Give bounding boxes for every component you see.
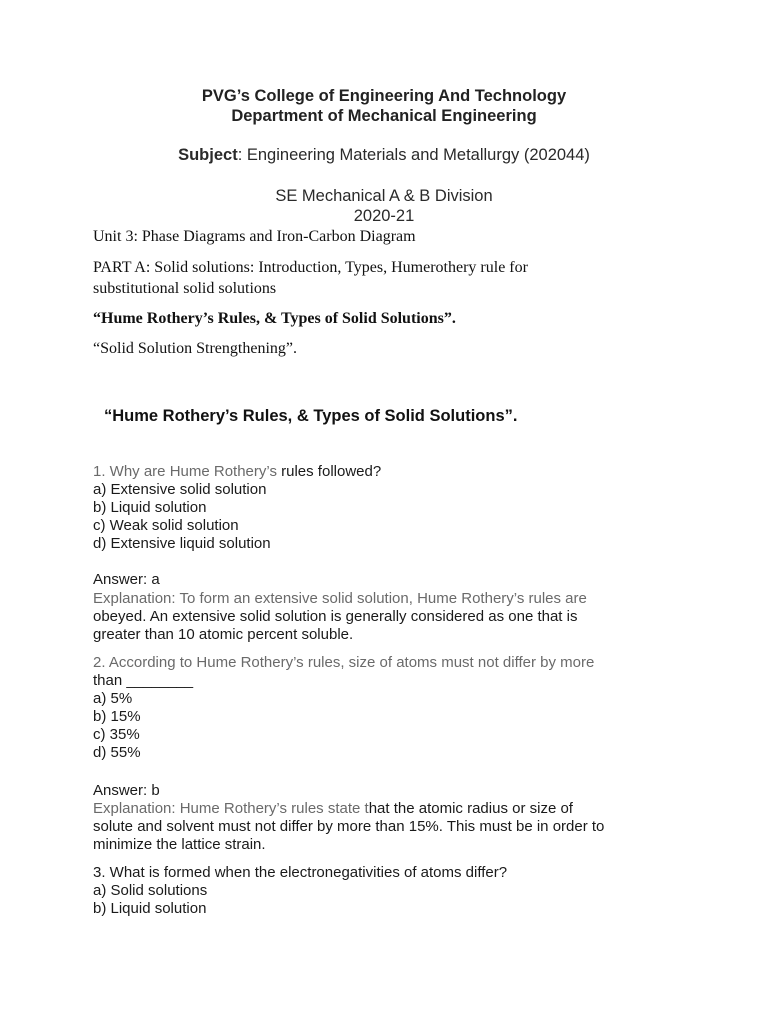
topic-hume-rothery: “Hume Rothery’s Rules, & Types of Solid Solutions”.	[93, 310, 456, 327]
q2-explanation-line-1	[93, 800, 573, 817]
q2-explanation-dark: hat the atomic radius or size of	[368, 800, 573, 817]
q3-question: 3. What is formed when the electronegativities of atoms differ?	[93, 864, 508, 881]
q1-question-gray: 1. Why are Hume Rothery’s	[93, 463, 282, 480]
q2-answer: Answer: b	[93, 782, 160, 799]
q1-question-dark: rules followed?	[281, 463, 382, 480]
q2-explanation-line-2: solute and solvent must not differ by more than 15%. This must be in order to	[93, 818, 605, 835]
q2-option-a: a) 5%	[93, 690, 133, 707]
topic2-text: “Solid Solution Strengthening	[93, 340, 286, 357]
division-line: SE Mechanical A & B Division	[275, 187, 493, 205]
q1-answer: Answer: a	[93, 571, 160, 588]
part-a-line-1: PART A: Solid solutions: Introduction, Types, Humerothery rule for	[93, 259, 528, 276]
part-a-line-2: substitutional solid solutions	[93, 280, 277, 297]
q2-question-line-2: than ________	[93, 672, 194, 689]
q1-explanation-line-1: Explanation: To form an extensive solid solution, Hume Rothery’s rules are	[93, 590, 587, 607]
subject-line	[0, 146, 768, 165]
q1-option-b: b) Liquid solution	[93, 499, 207, 516]
section-heading: “Hume Rothery’s Rules, & Types of Solid Solutions”.	[104, 407, 518, 425]
topic-solid-solution-strengthening	[93, 340, 297, 358]
q1-question	[93, 463, 381, 480]
department-name: Department of Mechanical Engineering	[231, 107, 537, 125]
college-name: PVG’s College of Engineering And Technology	[201, 87, 567, 105]
academic-year: 2020-21	[353, 207, 415, 225]
q2-explanation-line-3: minimize the lattice strain.	[93, 836, 266, 853]
q2-question-line-1: 2. According to Hume Rothery’s rules, size of atoms must not differ by more	[93, 654, 595, 671]
q1-option-a: a) Extensive solid solution	[93, 481, 267, 498]
q2-option-b: b) 15%	[93, 708, 141, 725]
q1-explanation-line-3: greater than 10 atomic percent soluble.	[93, 626, 354, 643]
topic2-end: ”.	[285, 340, 297, 357]
subject-value: : Engineering Materials and Metallurgy (202044)	[237, 146, 590, 164]
q1-explanation-line-2: obeyed. An extensive solid solution is generally considered as one that is	[93, 608, 578, 625]
q2-option-c: c) 35%	[93, 726, 140, 743]
unit-title: Unit 3: Phase Diagrams and Iron-Carbon Diagram	[93, 228, 416, 245]
q3-option-a: a) Solid solutions	[93, 882, 208, 899]
q2-explanation-gray: Explanation: Hume Rothery’s rules state t	[93, 800, 369, 817]
subject-label: Subject	[178, 146, 238, 164]
q3-option-b: b) Liquid solution	[93, 900, 207, 917]
q1-option-d: d) Extensive liquid solution	[93, 535, 271, 552]
q2-option-d: d) 55%	[93, 744, 141, 761]
q1-option-c: c) Weak solid solution	[93, 517, 239, 534]
